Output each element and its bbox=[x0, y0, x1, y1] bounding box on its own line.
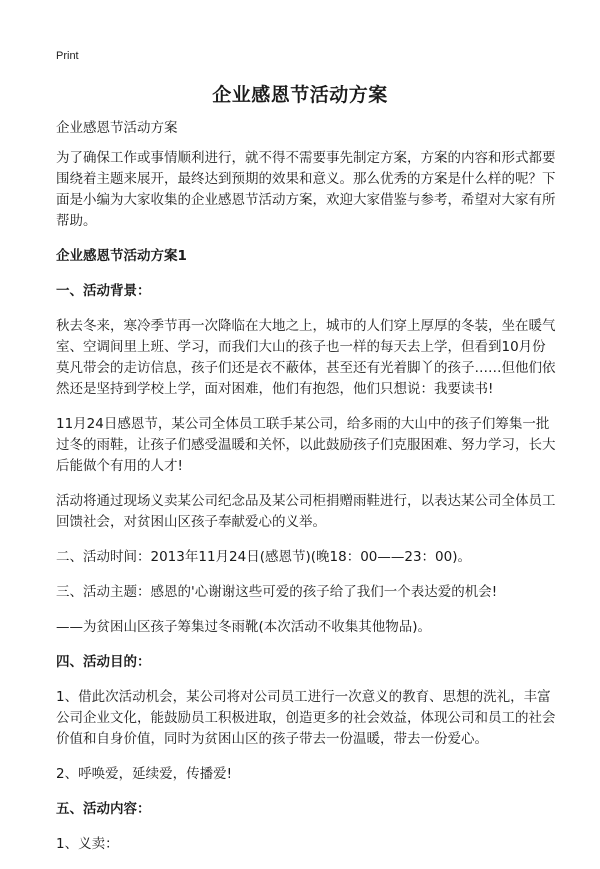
print-link[interactable]: Print bbox=[56, 50, 79, 62]
section1-title: 企业感恩节活动方案1 bbox=[56, 248, 187, 264]
purpose-paragraph-2: 2、呼唤爱，延续爱，传播爱! bbox=[56, 766, 233, 782]
document-body bbox=[56, 118, 556, 869]
intro-paragraph: 为了确保工作或事情顺利进行，就不得不需要事先制定方案，方案的内容和形式都要围绕着主题来展开，最终达到预期的效果和意义。那么优秀的方案是什么样的呢？下面是小编为大家收集的企业感恩节活动方案，欢迎大家借鉴与参考，希望对大家有所帮助。 bbox=[56, 150, 556, 229]
activity-theme-sub: ——为贫困山区孩子筹集过冬雨靴(本次活动不收集其他物品)。 bbox=[56, 619, 432, 635]
activity-time: 二、活动时间：2013年11月24日(感恩节)(晚18：00——23：00)。 bbox=[56, 549, 471, 565]
content-heading: 五、活动内容： bbox=[56, 801, 151, 817]
content-item-1: 1、义卖： bbox=[56, 836, 119, 852]
background-paragraph-3: 活动将通过现场义卖某公司纪念品及某公司柜捐赠雨鞋进行，以表达某公司全体员工回馈社会，对贫困山区孩子奉献爱心的义举。 bbox=[56, 493, 556, 530]
purpose-heading: 四、活动目的： bbox=[56, 654, 151, 670]
purpose-paragraph-1: 1、借此次活动机会，某公司将对公司员工进行一次意义的教育、思想的洗礼，丰富公司企业文化，能鼓励员工积极进取，创造更多的社会效益，体现公司和员工的社会价值和自身价值，同时为贫困山区的孩子带去一份温暖，带去一份爱心。 bbox=[56, 689, 556, 747]
activity-theme: 三、活动主题：感恩的'心谢谢这些可爱的孩子给了我们一个表达爱的机会! bbox=[56, 584, 498, 600]
background-paragraph-1: 秋去冬来，寒冷季节再一次降临在大地之上，城市的人们穿上厚厚的冬装，坐在暖气室、空调间里上班、学习，而我们大山的孩子也一样的每天去上学，但看到10月份莫凡带会的走访信息，孩子们还是衣不蔽体，甚至还有光着脚丫的孩子……但他们依然还是坚持到学校上学，面对困难，他们有抱怨，他们只想说：我要读书! bbox=[56, 318, 556, 397]
document-title: 企业感恩节活动方案 bbox=[212, 84, 388, 106]
document-subtitle: 企业感恩节活动方案 bbox=[56, 120, 178, 136]
background-heading: 一、活动背景： bbox=[56, 283, 151, 299]
background-paragraph-2: 11月24日感恩节，某公司全体员工联手某公司，给多雨的大山中的孩子们筹集一批过冬的雨鞋，让孩子们感受温暖和关怀，以此鼓励孩子们克服困难、努力学习，长大后能做个有用的人才! bbox=[56, 416, 556, 474]
